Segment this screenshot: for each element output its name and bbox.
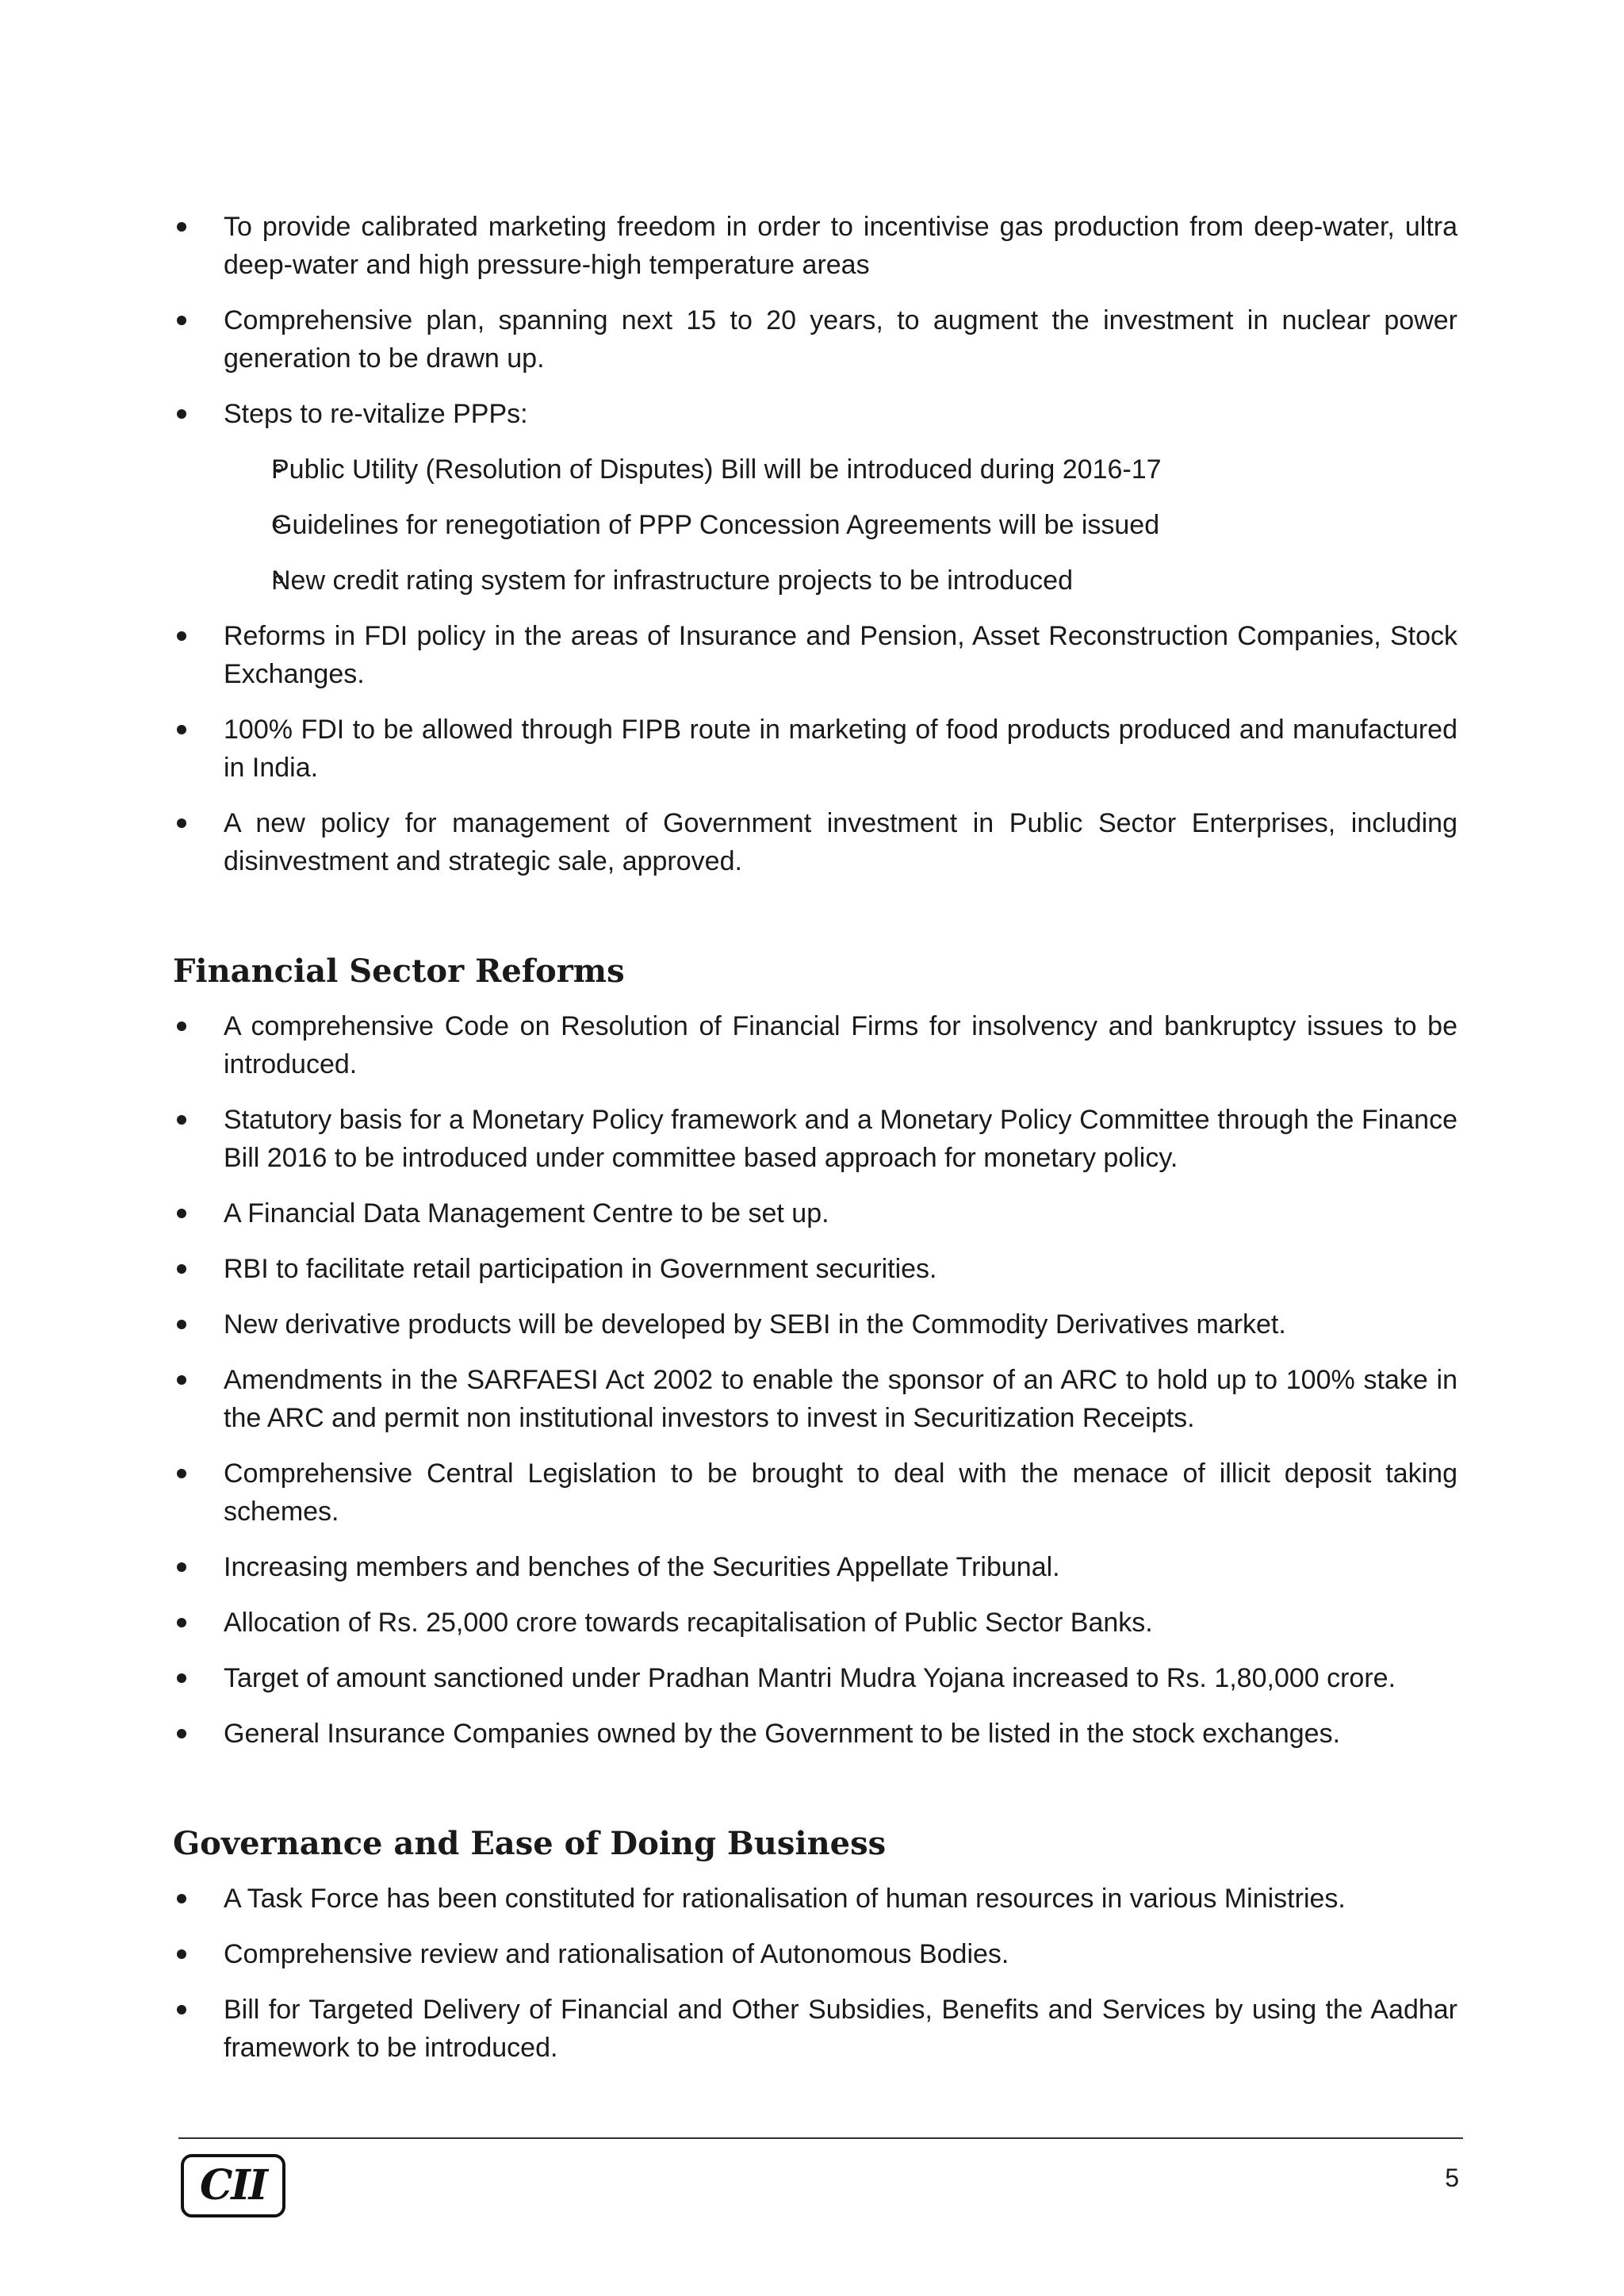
sub-list-item-text: Public Utility (Resolution of Disputes) Bill will be introduced during 2016-17 [271,454,1162,485]
list-item-text: Steps to re-vitalize PPPs: [224,399,528,429]
page-content [173,208,1457,2084]
list-item: RBI to facilitate retail participation in Government securities. [173,1250,1457,1288]
list-item: New derivative products will be developed by SEBI in the Commodity Derivatives market. [173,1305,1457,1343]
list-item: Increasing members and benches of the Securities Appellate Tribunal. [173,1548,1457,1586]
logo-text: CII [199,2161,267,2210]
list-item: Reforms in FDI policy in the areas of Insurance and Pension, Asset Reconstruction Companies, Stock Exchanges. [173,617,1457,693]
ppp-sub-list [224,450,1457,600]
list-item-ppp [173,395,1457,600]
page-number: 5 [1445,2164,1459,2192]
list-item: Target of amount sanctioned under Pradhan Mantri Mudra Yojana increased to Rs. 1,80,000 crore. [173,1659,1457,1697]
sub-list-item [173,450,1457,489]
sub-list-item-text: New credit rating system for infrastructure projects to be introduced [271,565,1073,596]
sub-list-item [173,562,1457,600]
list-item: Statutory basis for a Monetary Policy framework and a Monetary Policy Committee through the Finance Bill 2016 to be introduced under committee based approach for monetary policy. [173,1101,1457,1177]
list-item: General Insurance Companies owned by the Government to be listed in the stock exchanges. [173,1715,1457,1753]
list-item: Bill for Targeted Delivery of Financial and Other Subsidies, Benefits and Services by using the Aadhar framework to be introduced. [173,1991,1457,2067]
cii-logo [181,2154,285,2217]
list-item: To provide calibrated marketing freedom in order to incentivise gas production from deep-water, ultra deep-water and high pressure-high temperature areas [173,208,1457,284]
governance-bullet-list [173,1880,1457,2067]
list-item: Comprehensive review and rationalisation of Autonomous Bodies. [173,1935,1457,1973]
list-item: Amendments in the SARFAESI Act 2002 to enable the sponsor of an ARC to hold up to 100% stake in the ARC and permit non institutional investors to invest in Securitization Receipts. [173,1361,1457,1437]
list-item: A new policy for management of Government investment in Public Sector Enterprises, including disinvestment and strategic sale, approved. [173,804,1457,880]
section-heading-governance: Governance and Ease of Doing Business [173,1825,887,1862]
list-item: 100% FDI to be allowed through FIPB route in marketing of food products produced and manufactured in India. [173,711,1457,787]
sub-list-item-text: Guidelines for renegotiation of PPP Concession Agreements will be issued [271,510,1160,540]
section-heading-financial: Financial Sector Reforms [173,953,625,990]
list-item: Comprehensive plan, spanning next 15 to 20 years, to augment the investment in nuclear power generation to be drawn up. [173,301,1457,378]
sub-list-item [173,506,1457,544]
intro-bullet-list [173,208,1457,880]
list-item: A Financial Data Management Centre to be set up. [173,1194,1457,1232]
list-item: Comprehensive Central Legislation to be brought to deal with the menace of illicit deposit taking schemes. [173,1455,1457,1531]
list-item: A Task Force has been constituted for rationalisation of human resources in various Ministries. [173,1880,1457,1918]
list-item: Allocation of Rs. 25,000 crore towards recapitalisation of Public Sector Banks. [173,1604,1457,1642]
financial-bullet-list [173,1007,1457,1753]
list-item: A comprehensive Code on Resolution of Financial Firms for insolvency and bankruptcy issues to be introduced. [173,1007,1457,1083]
footer-divider [178,2137,1463,2139]
